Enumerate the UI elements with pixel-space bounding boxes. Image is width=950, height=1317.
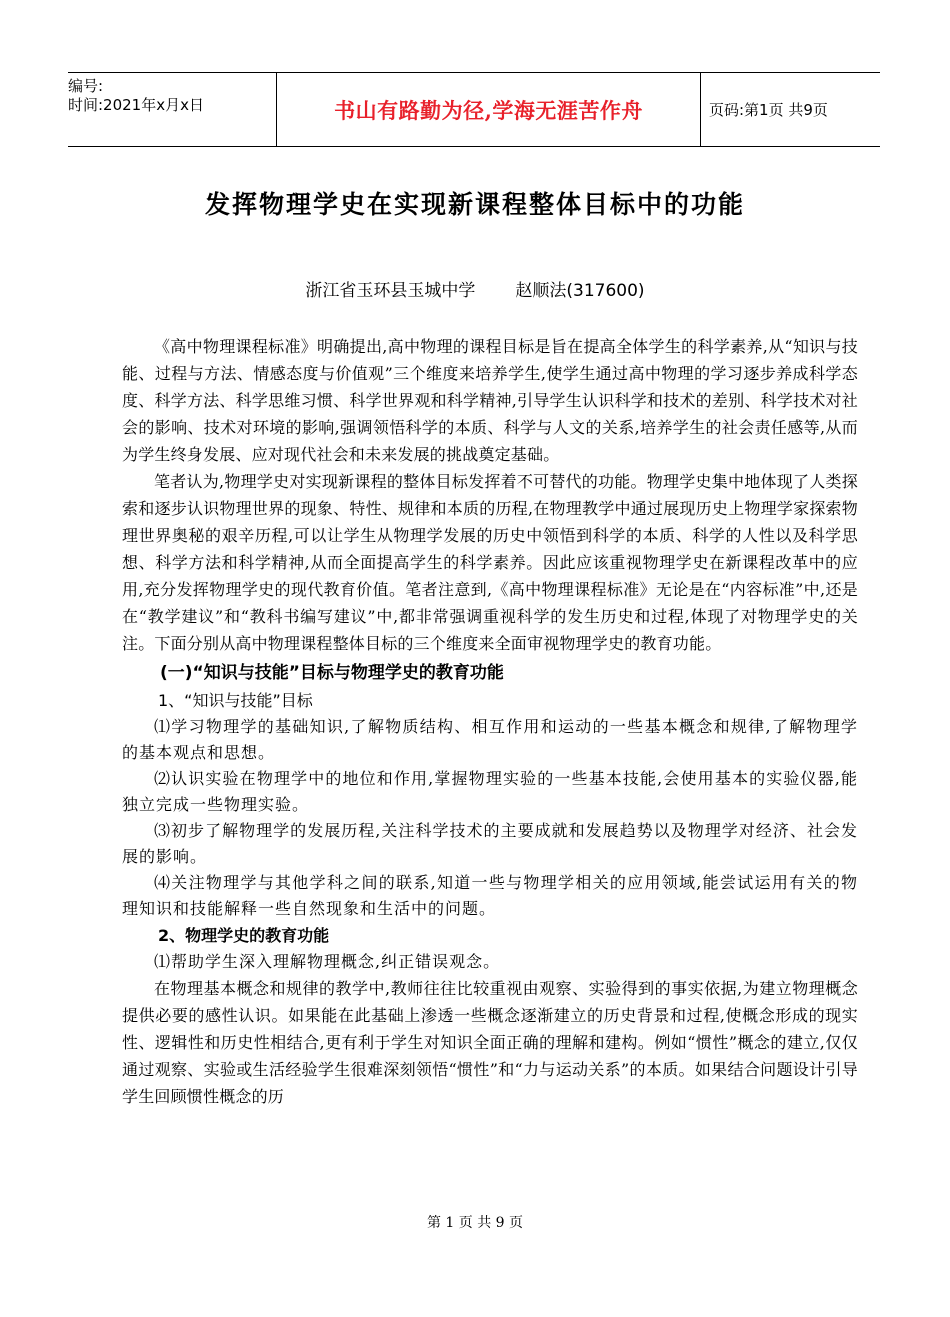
header-page-info: 页码:第1页 共9页 — [709, 101, 828, 119]
paragraph-intro: 《高中物理课程标准》明确提出,高中物理的课程目标是旨在提高全体学生的科学素养,从“知识与技能、过程与方法、情感态度与价值观”三个维度来培养学生,使学生通过高中物理的学习逐步养成科学态度、科学方法、科学思维习惯、科学世界观和科学精神,引导学生认识科学和技术的差别、科学技术对社会的影响、技术对环境的影响,强调领悟科学的本质、科学与人文的关系,培养学生的社会责任感等,从而为学生终身发展、应对现代社会和未来发展的挑战奠定基础。 — [122, 337, 858, 464]
paragraph-3: 在物理基本概念和规律的教学中,教师往往比较重视由观察、实验得到的事实依据,为建立物理概念提供必要的感性认识。如果能在此基础上渗透一些概念逐渐建立的历史背景和过程,使概念形成的现实性、逻辑性和历史性相结合,更有利于学生对知识全面正确的理解和建构。例如“惯性”概念的建立,仅仅通过观察、实验或生活经验学生很难深刻领悟“惯性”和“力与运动关系”的本质。如果结合问题设计引导学生回顾惯性概念的历 — [122, 979, 858, 1106]
subheading-1: 1、“知识与技能”目标 — [158, 691, 313, 710]
author-line — [0, 276, 950, 301]
list-item-5: ⑴帮助学生深入理解物理概念,纠正错误观念。 — [154, 952, 501, 971]
list-item-1: ⑴学习物理学的基础知识,了解物质结构、相互作用和运动的一些基本概念和规律,了解物理学的基本观点和思想。 — [122, 717, 858, 762]
author-school: 浙江省玉环县玉城中学 — [305, 281, 476, 301]
list-item-2: ⑵认识实验在物理学中的地位和作用,掌握物理实验的一些基本技能,会使用基本的实验仪器,能独立完成一些物理实验。 — [122, 769, 858, 814]
document-body — [122, 333, 858, 1110]
paragraph-2: 笔者认为,物理学史对实现新课程的整体目标发挥着不可替代的功能。物理学史集中地体现了人类探索和逐步认识物理世界的现象、特性、规律和本质的历程,在物理教学中通过展现历史上物理学家探索物理世界奥秘的艰辛历程,可以让学生从物理学发展的历史中领悟到科学的本质、科学的人性以及科学思想、科学方法和科学精神,从而全面提高学生的科学素养。因此应该重视物理学史在新课程改革中的应用,充分发挥物理学史的现代教育价值。笔者注意到,《高中物理课程标准》无论是在“内容标准”中,还是在“教学建议”和“教科书编写建议”中,都非常强调重视科学的发生历史和过程,体现了对物理学史的关注。下面分别从高中物理课程整体目标的三个维度来全面审视物理学史的教育功能。 — [122, 472, 858, 653]
header-table — [68, 72, 880, 147]
document-title: 发挥物理学史在实现新课程整体目标中的功能 — [204, 190, 745, 219]
page-footer: 第 1 页 共 9 页 — [426, 1215, 524, 1231]
header-motto: 书山有路勤为径,学海无涯苦作舟 — [276, 73, 701, 146]
author-name: 赵顺法(317600) — [515, 281, 645, 301]
list-item-3: ⑶初步了解物理学的发展历程,关注科学技术的主要成就和发展趋势以及物理学对经济、社会发展的影响。 — [122, 821, 858, 866]
header-meta — [68, 73, 276, 146]
number-label: 编号: — [68, 77, 104, 95]
section-heading-1: (一)“知识与技能”目标与物理学史的教育功能 — [160, 663, 504, 683]
subheading-2: 2、物理学史的教育功能 — [158, 926, 330, 945]
time-label: 时间:2021年x月x日 — [68, 96, 204, 114]
list-item-4: ⑷关注物理学与其他学科之间的联系,知道一些与物理学相关的应用领域,能尝试运用有关的物理知识和技能解释一些自然现象和生活中的问题。 — [122, 873, 858, 918]
